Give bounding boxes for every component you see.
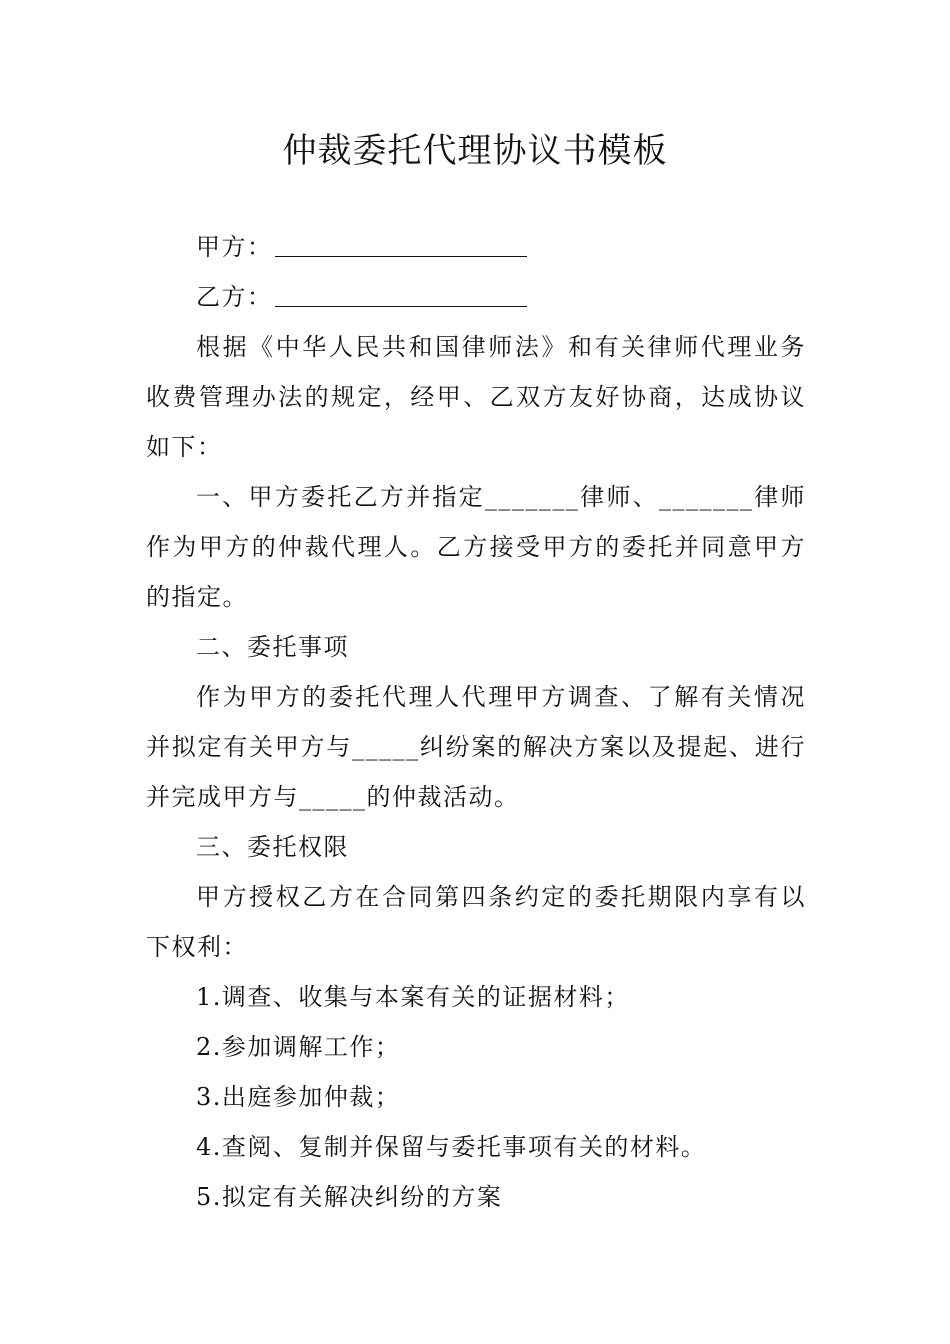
paragraph-preamble: 根据《中华人民共和国律师法》和有关律师代理业务收费管理办法的规定，经甲、乙双方友好协商，达成协议如下： xyxy=(146,333,806,461)
party-a-line xyxy=(146,222,806,272)
party-a-label: 甲方： xyxy=(196,233,273,261)
document-title: 仲裁委托代理协议书模板 xyxy=(282,131,668,171)
section-heading-2: 二、委托事项 xyxy=(196,633,349,661)
paragraph-clause-2: 作为甲方的委托代理人代理甲方调查、了解有关情况并拟定有关甲方与_____纠纷案的解决方案以及提起、进行并完成甲方与_____的仲裁活动。 xyxy=(146,683,806,811)
party-b-line xyxy=(146,272,806,322)
document-body xyxy=(146,222,806,1222)
paragraph-clause-3: 甲方授权乙方在合同第四条约定的委托期限内享有以下权利： xyxy=(146,883,806,961)
paragraph-clause-1: 一、甲方委托乙方并指定_______律师、_______律师作为甲方的仲裁代理人。乙方接受甲方的委托并同意甲方的指定。 xyxy=(146,483,806,611)
list-item: 4.查阅、复制并保留与委托事项有关的材料。 xyxy=(196,1133,707,1161)
party-b-label: 乙方： xyxy=(196,283,273,311)
list-item: 1.调查、收集与本案有关的证据材料； xyxy=(196,983,630,1011)
list-item: 5.拟定有关解决纠纷的方案 xyxy=(196,1183,503,1211)
party-b-blank[interactable] xyxy=(275,282,527,307)
section-heading-3: 三、委托权限 xyxy=(196,833,349,861)
list-item: 3.出庭参加仲裁； xyxy=(196,1083,401,1111)
list-item: 2.参加调解工作； xyxy=(196,1033,401,1061)
party-a-blank[interactable] xyxy=(275,232,527,257)
